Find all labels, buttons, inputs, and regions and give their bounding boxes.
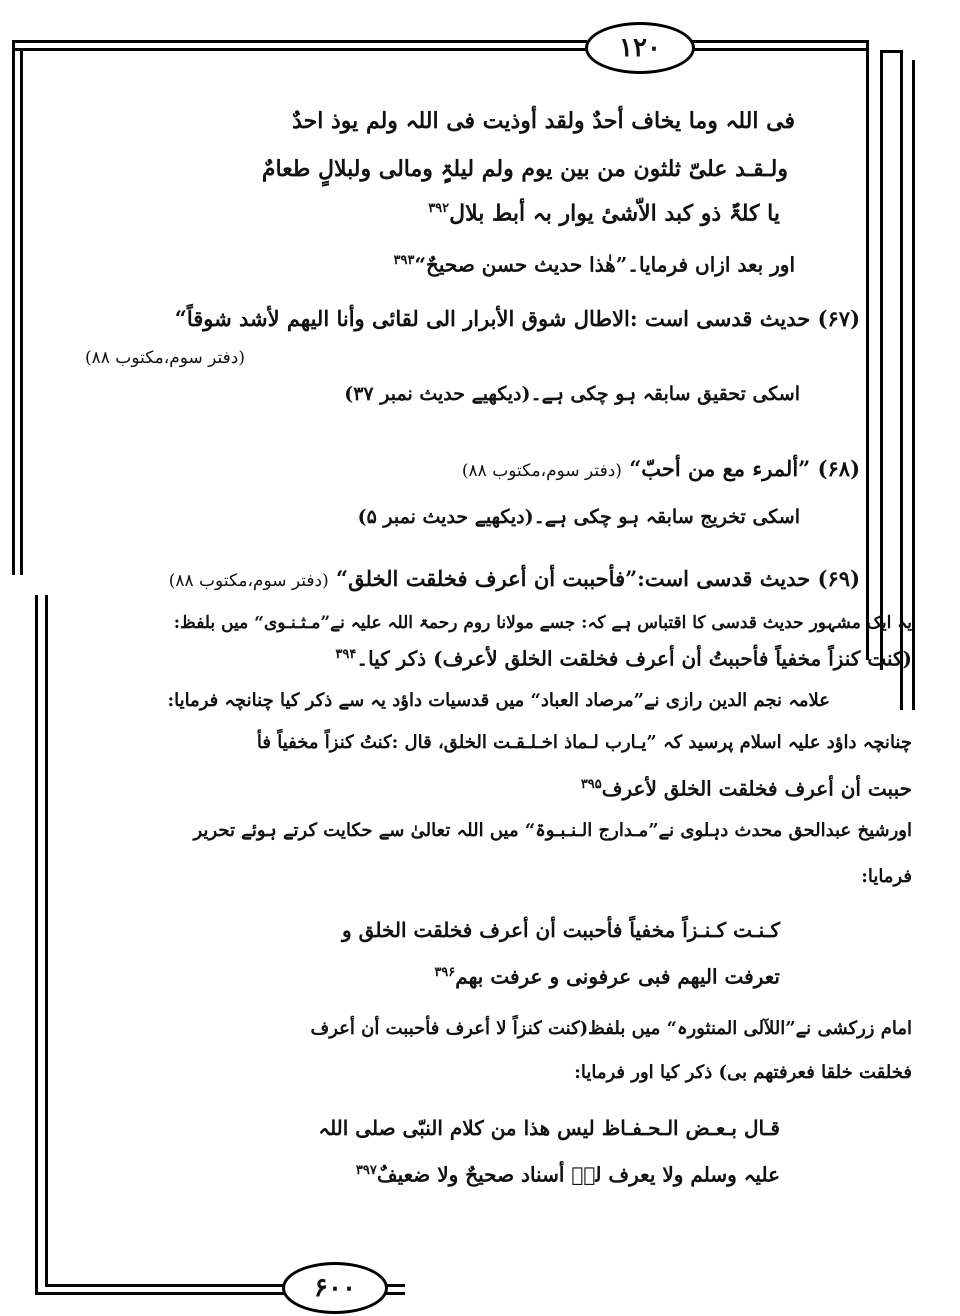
hadith-67-note-text: اسکی تحقیق سابقہ ہو چکی ہے۔(دیکھیے حدیث نمبر ۳۷): [344, 383, 800, 405]
frame-left-line-inner: [20, 48, 23, 575]
text-line-4-text: اور بعد ازاں فرمایا۔”ھٰذا حدیث حسن صحیحٌ“: [414, 252, 795, 277]
footnote-392: ۳۹۲: [428, 201, 450, 216]
footnote-396: ۳۹۶: [434, 965, 456, 980]
frame-top-right-line-inner: [692, 48, 867, 51]
hadith-67-reference-text: (دفتر سوم،مکتوب ۸۸): [85, 348, 246, 368]
paragraph-line-1-text: یہ ایک مشہور حدیث قدسی کا اقتباس ہے کہ: جسے مولانا روم رحمۃ اللہ علیہ نے”مـثـنـوی“ میں بلفظ:: [173, 613, 912, 633]
hadith-68-note: [358, 508, 800, 527]
verse-line-1: [292, 110, 795, 132]
hadith-69: [169, 568, 860, 590]
frame-right-line-1: [866, 40, 869, 660]
paragraph-line-4-text: چنانچہ داؤد علیہ اسلام پرسید کہ ”یـارب لـماذ اخـلـقـت الخلق، قال :کنتُ کنزاً مخفیاً فأ: [256, 732, 912, 753]
footnote-394: ۳۹۴: [335, 647, 357, 662]
paragraph-line-6: [194, 822, 913, 840]
quote-line-4-text: علیہ وسلم ولا یعرف لہٗ أسناد صحیحٌ ولا ضعیفٌ: [376, 1162, 780, 1187]
paragraph-line-8-text: امام زرکشی نے”اللآلی المنثورہ“ میں بلفظ(کنت کنزاً لا أعرف فأحببت أن أعرف: [310, 1018, 912, 1039]
hadith-69-text: حدیث قدسی است:”فأحببت أن أعرف فخلقت الخلق“: [336, 566, 811, 591]
paragraph-line-5-text: حببت أن أعرف فخلقت الخلق لأعرف: [601, 776, 912, 801]
frame-lower-left-line-inner: [45, 595, 48, 1285]
verse-line-2: [262, 158, 788, 180]
frame-top-right-line-outer: [692, 40, 867, 43]
page-number-bottom-text: ۶۰۰: [314, 1273, 356, 1303]
hadith-68-text: ”ألمرء مع من أحبّ“: [629, 456, 811, 481]
frame-bottom-line-outer: [35, 1292, 285, 1295]
quote-line-1: [342, 920, 780, 940]
hadith-67-note: [344, 385, 800, 404]
frame-top-line-outer: [12, 40, 587, 43]
paragraph-line-8: [311, 1020, 912, 1038]
paragraph-line-1: [174, 615, 912, 632]
quote-line-3-text: قـال بـعـض الـحـفـاظ لیس ھذا من کلام النبّی صلی اللہ: [318, 1116, 780, 1140]
frame-bottom-line-inner: [45, 1284, 285, 1287]
paragraph-line-2: [335, 648, 912, 669]
hadith-68-note-text: اسکی تخریج سابقہ ہو چکی ہے۔(دیکھیے حدیث نمبر ۵): [357, 506, 800, 528]
paragraph-line-7-text: فرمایا:: [861, 866, 912, 887]
footnote-393: ۳۹۳: [393, 253, 415, 268]
paragraph-line-3-text: علامہ نجم الدین رازی نے”مرصاد العباد“ میں قدسیات داؤد یہ سے ذکر کیا چنانچہ فرمایا:: [167, 690, 830, 711]
frame-left-line-outer: [12, 40, 15, 575]
quote-line-3: [318, 1118, 780, 1138]
hadith-67-text: حدیث قدسی است :الاطال شوق الأبرار الی لقائی وأنا الیھم لأشد شوقاً“: [174, 306, 811, 331]
footnote-395: ۳۹۵: [580, 777, 602, 792]
hadith-69-number: (۶۹): [817, 566, 860, 591]
paragraph-line-3: [167, 692, 830, 710]
quote-line-4: [356, 1164, 780, 1185]
verse-line-2-text: ولـقـد علیّ ثلثون من بین یوم ولم لیلۃٍ ومالی ولبلالٍ طعامٌ: [261, 156, 788, 182]
paragraph-line-4: [257, 734, 912, 752]
frame-right-step-1: [880, 50, 900, 53]
hadith-68-number: (۶۸): [817, 456, 860, 481]
paragraph-line-9: [574, 1064, 912, 1082]
quote-line-2-text: تعرفت الیھم فبی عرفونی و عرفت بھم: [455, 964, 780, 989]
page-number-top: [585, 22, 695, 74]
paragraph-line-7: [861, 868, 912, 886]
verse-line-1-text: فی اللہ وما یخاف أحدٌ ولقد أوذیت فی اللہ ولم یوذ احدٌ: [292, 108, 795, 134]
text-line-4: [394, 254, 796, 275]
hadith-68: [462, 458, 860, 480]
page-number-bottom: [282, 1262, 388, 1314]
hadith-67-reference: [85, 350, 245, 367]
hadith-68-reference: (دفتر سوم،مکتوب ۸۸): [461, 461, 622, 481]
frame-lower-left-line-outer: [35, 595, 38, 1295]
paragraph-line-2-text: (کنت کنزاً مخفیاً فأحببتُ أن أعرف فخلقت الخلق لأعرف) ذکر کیا۔: [356, 646, 912, 671]
quote-line-1-text: کـنـت کـنـزاً مخفیاً فأحببت أن أعرف فخلقت الخلق و: [342, 918, 780, 942]
footnote-397: ۳۹۷: [355, 1163, 377, 1178]
paragraph-line-5: [581, 778, 912, 799]
hadith-67-number: (۶۷): [817, 306, 860, 331]
paragraph-line-9-text: فخلقت خلقا فعرفتھم بی) ذکر کیا اور فرمایا:: [574, 1062, 912, 1083]
frame-right-line-4: [912, 60, 915, 710]
frame-right-line-2: [880, 50, 883, 670]
hadith-67: [175, 308, 860, 329]
paragraph-line-6-text: اورشیخ عبدالحق محدث دہلوی نے”مـدارج الـنـبـوۃ“ میں اللہ تعالیٰ سے حکایت کرتے ہوئے تحریر: [193, 820, 912, 841]
frame-top-line-inner: [12, 48, 587, 51]
verse-line-3: [428, 200, 780, 227]
quote-line-2: [434, 966, 780, 987]
page-number-top-text: ۱۲۰: [619, 33, 661, 63]
frame-right-line-3: [900, 50, 903, 710]
hadith-69-reference: (دفتر سوم،مکتوب ۸۸): [168, 571, 329, 591]
verse-line-3-text: یا کلۃٌ ذو کبد الاّشیٔ یوار بہ أبط بلال: [449, 200, 780, 227]
